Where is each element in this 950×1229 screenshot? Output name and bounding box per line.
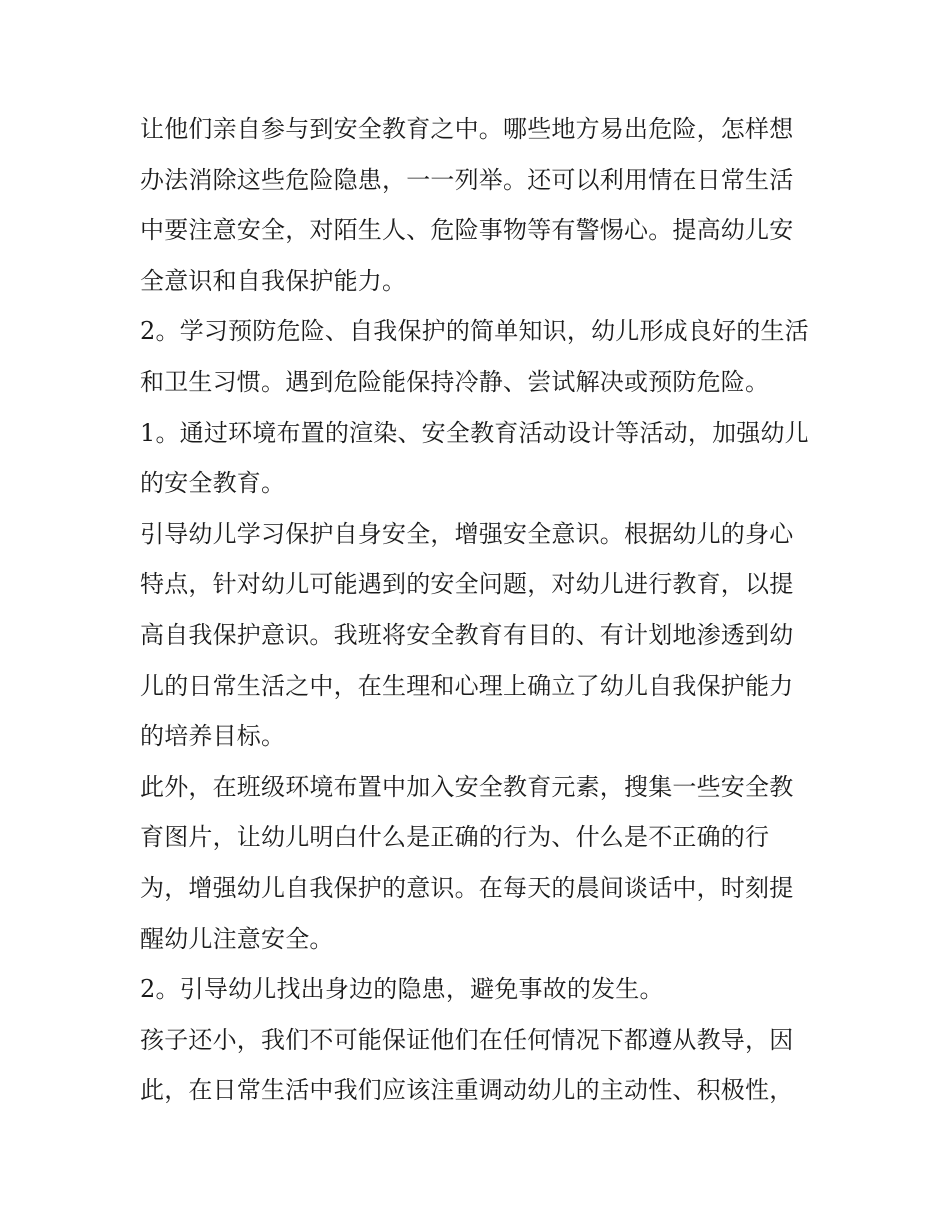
paragraph-measure-1: 1。通过环境布置的渲染、安全教育活动设计等活动，加强幼儿的安全教育。 bbox=[140, 418, 809, 498]
paragraph-measure-2: 2。引导幼儿找出身边的隐患，避免事故的发生。 bbox=[140, 975, 664, 1004]
paragraph-initiative: 孩子还小，我们不可能保证他们在任何情况下都遵从教导，因此，在日常生活中我们应该注重调动幼儿的主动性、积极性， bbox=[140, 1025, 794, 1105]
paragraph-self-protection: 引导幼儿学习保护自身安全，增强安全意识。根据幼儿的身心特点，针对幼儿可能遇到的安全问题，对幼儿进行教育，以提高自我保护意识。我班将安全教育有目的、有计划地渗透到幼儿的日常生活之中，在生理和心理上确立了幼儿自我保护能力的培养目标。 bbox=[140, 519, 794, 751]
paragraph-safety-participation: 让他们亲自参与到安全教育之中。哪些地方易出危险，怎样想办法消除这些危险隐患，一一列举。还可以利用情在日常生活中要注意安全，对陌生人、危险事物等有警惕心。提高幼儿安全意识和自我保护能力。 bbox=[140, 115, 794, 295]
paragraph-environment: 此外，在班级环境布置中加入安全教育元素，搜集一些安全教育图片，让幼儿明白什么是正确的行为、什么是不正确的行为，增强幼儿自我保护的意识。在每天的晨间谈话中，时刻提醒幼儿注意安全。 bbox=[140, 772, 794, 953]
paragraph-goal-2: 2。学习预防危险、自我保护的简单知识，幼儿形成良好的生活和卫生习惯。遇到危险能保持冷静、尝试解决或预防危险。 bbox=[140, 317, 809, 396]
document-body bbox=[140, 104, 812, 1116]
